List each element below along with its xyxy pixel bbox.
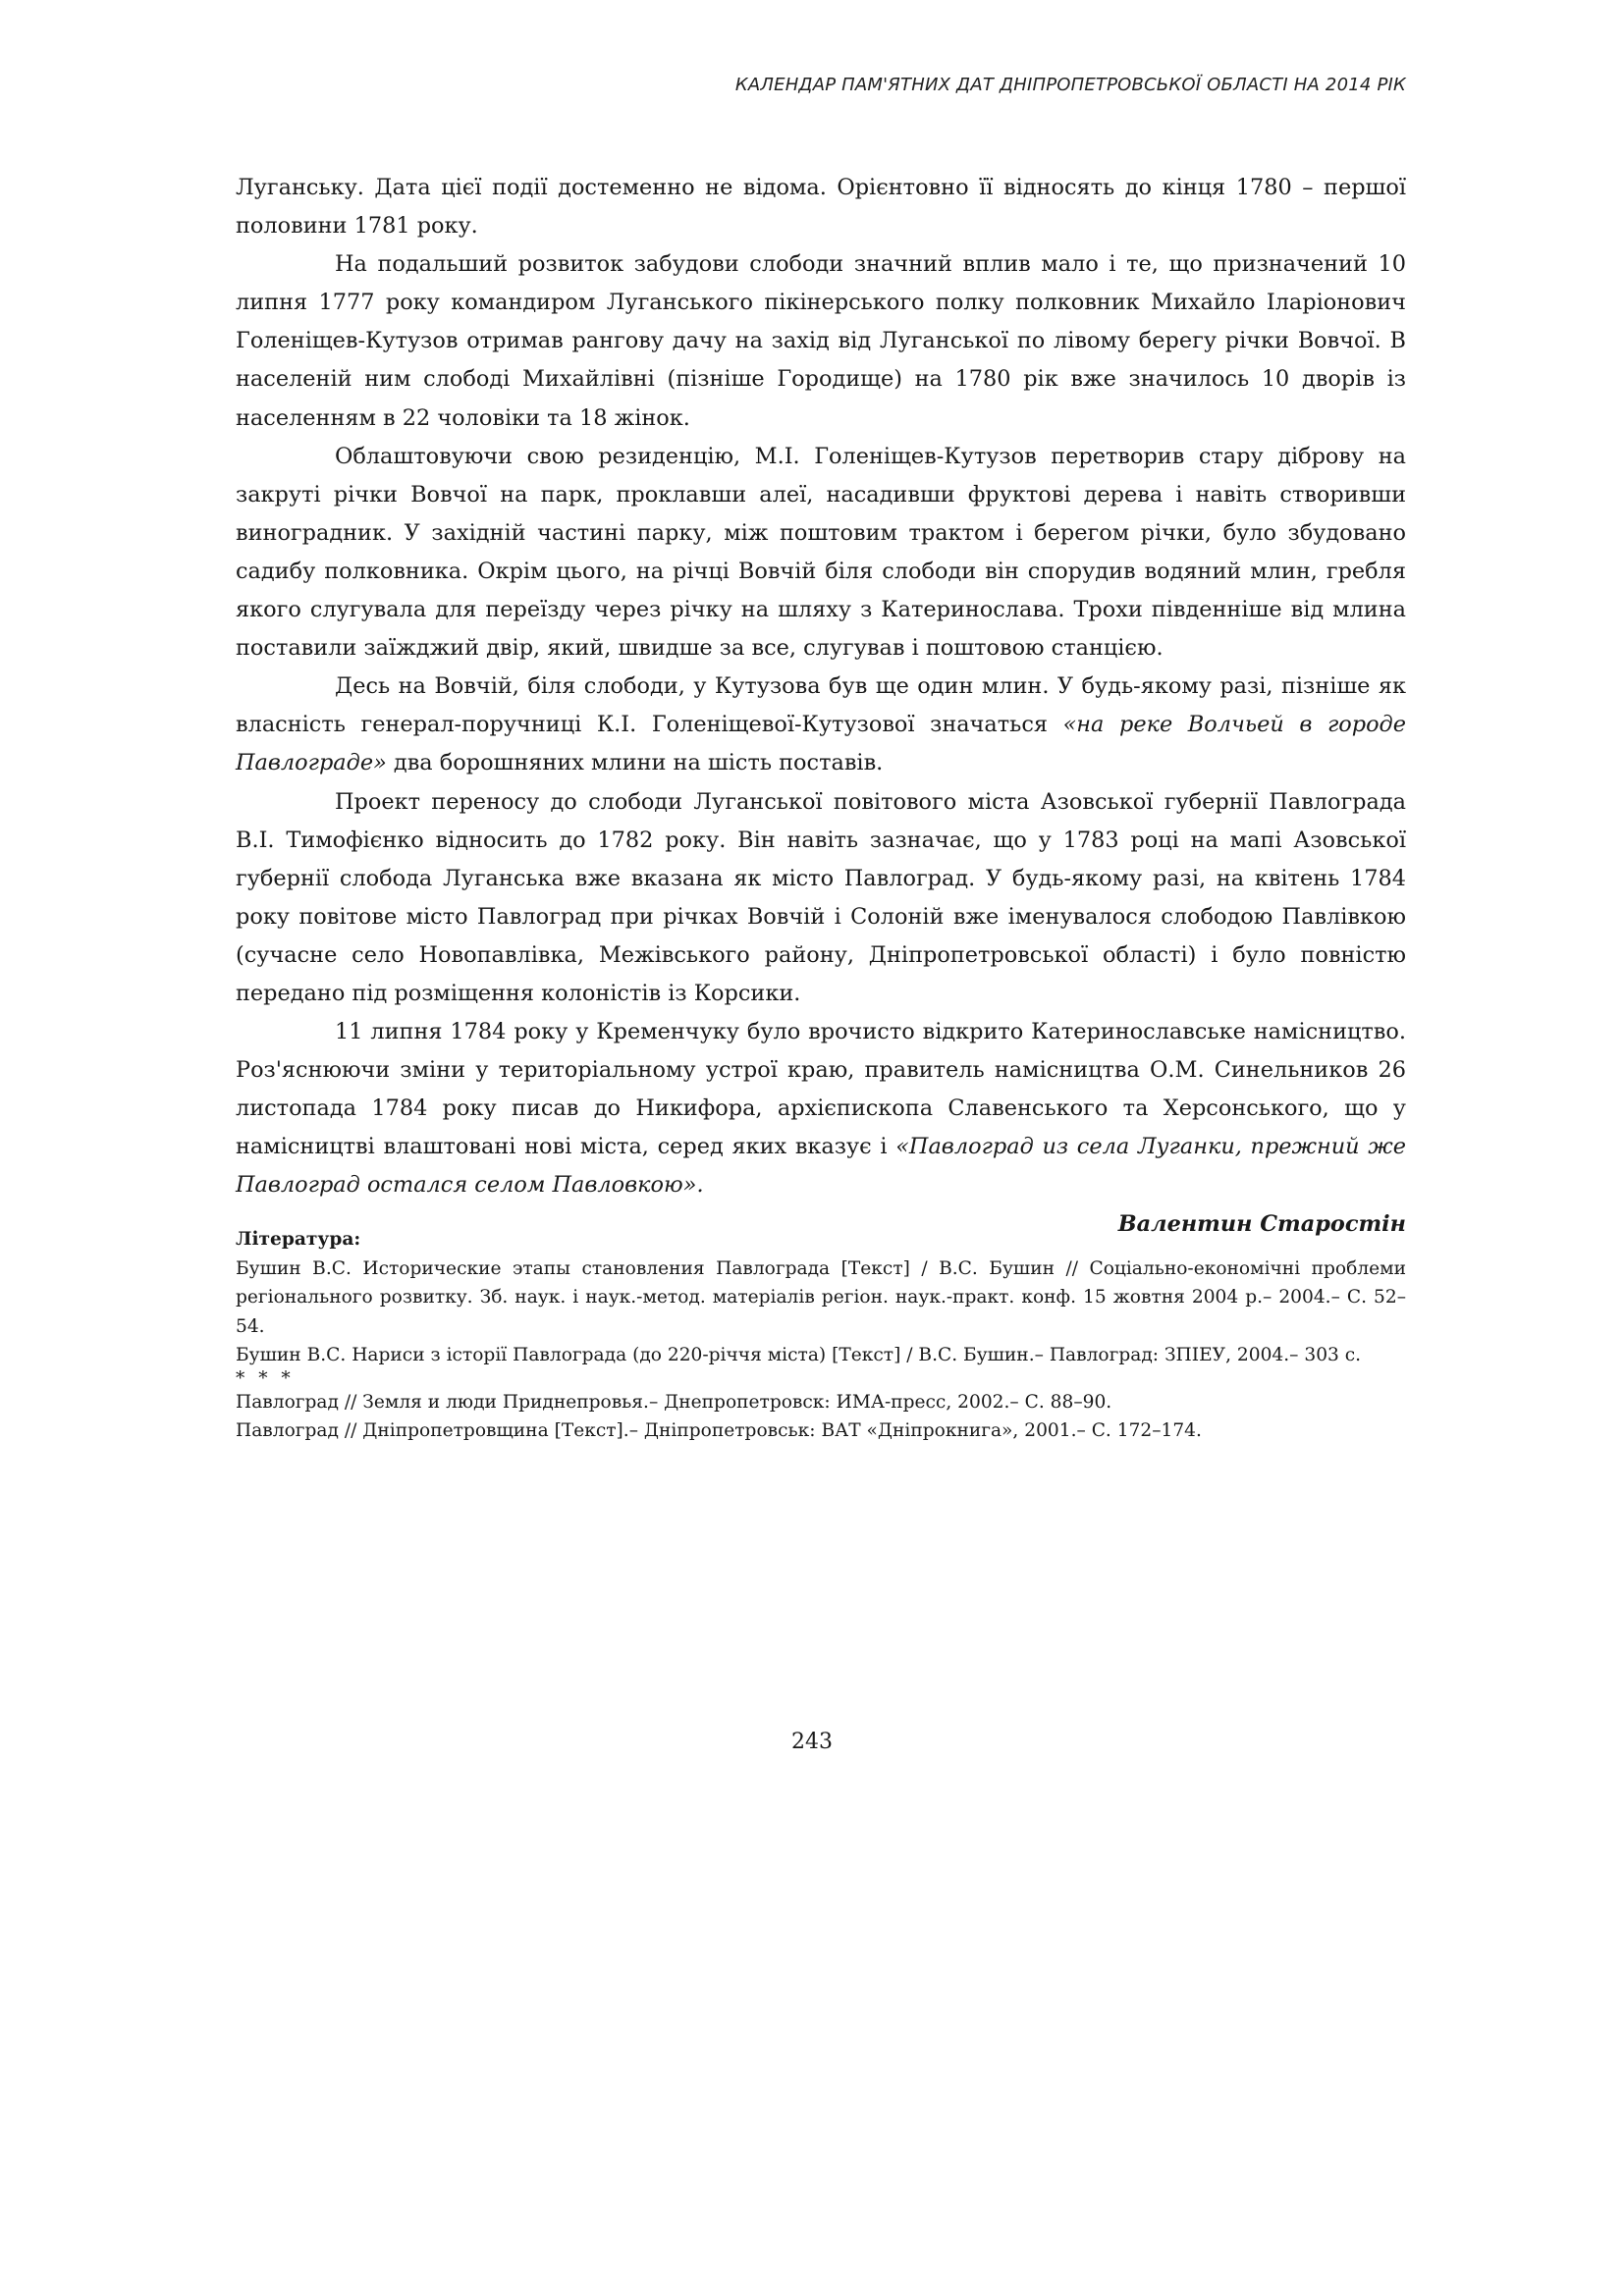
literature-separator: * * * xyxy=(236,1367,295,1389)
literature-ref-3: Павлоград // Земля и люди Приднепровья.– Днепропетровск: ИМА-пресс, 2002.– С. 88–90. xyxy=(236,1391,1112,1413)
literature-section xyxy=(236,1225,1406,1446)
paragraph-3: Облаштовуючи свою резиденцію, М.І. Голеніщев-Кутузов перетворив стару діброву на закруті річки Вовчої на парк, проклавши алеї, насадивши фруктові дерева і навіть створивши виноградник. У західній частині парку, між поштовим трактом і берегом річки, було збудовано садибу полковника. Окрім цього, на річці Вовчій біля слободи він спорудив водяний млин, гребля якого слугувала для переїзду через річку на шляху з Катеринослава. Трохи південніше від млина поставили заїжджий двір, який, швидше за все, слугував і поштовою станцією. xyxy=(236,443,1406,662)
paragraph-4-quote: «на реке Волчьей в городе Павлограде» xyxy=(236,712,1406,776)
literature-ref-1: Бушин В.С. Исторические этапы становления Павлограда [Текст] / В.С. Бушин // Соціально-економічні проблеми регіонального розвитку. Зб. наук. і наук.-метод. матеріалів регіон. наук.-практ. конф. 15 жовтня 2004 р.– 2004.– С. 52–54. xyxy=(236,1257,1406,1337)
paragraph-4-text-a: Десь на Вовчій, біля слободи, у Кутузова був ще один млин. У будь-якому разі, пізніше як власність генерал-поручниці К.І. Голеніщевої-Кутузової значаться xyxy=(236,673,1406,738)
paragraph-2: На подальший розвиток забудови слободи значний вплив мало і те, що призначений 10 липня 1777 року командиром Луганського пікінерського полку полковник Михайло Іларіонович Голеніщев-Кутузов отримав рангову дачу на захід від Луганської по лівому берегу річки Вовчої. В населеній ним слободі Михайлівні (пізніше Городище) на 1780 рік вже значилось 10 дворів із населенням в 22 чоловіки та 18 жінок. xyxy=(236,251,1406,431)
paragraph-5: Проект переносу до слободи Луганської повітового міста Азовської губернії Павлограда В.І. Тимофієнко відносить до 1782 року. Він навіть зазначає, що у 1783 році на мапі Азовської губернії слобода Луганська вже вказана як місто Павлоград. У будь-якому разі, на квітень 1784 року повітове місто Павлоград при річках Вовчій і Солоній вже іменувалося слободою Павлівкою (сучасне село Новопавлівка, Межівського району, Дніпропетровської області) і було повністю передано під розміщення колоністів із Корсики. xyxy=(236,788,1406,1006)
paragraph-6-text: 11 липня 1784 року у Кременчуку було врочисто відкрито Катеринославське намісництво. Роз'яснюючи зміни у територіальному устрої краю, правитель намісництва О.М. Синельников 26 листопада 1784 року писав до Никифора, архієпископа Славенського та Херсонського, що у намісництві влаштовані нові міста, серед яких вказує і xyxy=(236,1019,1406,1160)
paragraph-4-text-b: два борошняних млини на шість поставів. xyxy=(386,750,884,776)
article-body xyxy=(236,169,1406,1244)
author-signature: Валентин Старостін xyxy=(1117,1210,1406,1237)
paragraph-1: Луганську. Дата цієї події достеменно не відома. Орієнтовно її відносять до кінця 1780 – першої половини 1781 року. xyxy=(236,175,1406,240)
running-header: КАЛЕНДАР ПАМ'ЯТНИХ ДАТ ДНІПРОПЕТРОВСЬКОЇ ОБЛАСТІ НА 2014 РІК xyxy=(734,75,1406,95)
paragraph-6 xyxy=(236,1013,1406,1204)
paragraph-6-quote: «Павлоград из села Луганки, прежний же Павлоград остался селом Павловкою». xyxy=(236,1134,1406,1199)
page-number: 243 xyxy=(791,1730,833,1754)
literature-ref-2: Бушин В.С. Нариси з історії Павлограда (до 220-річчя міста) [Текст] / В.С. Бушин.– Павлоград: ЗПІЕУ, 2004.– 303 с. xyxy=(236,1345,1362,1365)
literature-title: Література: xyxy=(236,1229,361,1250)
literature-ref-4: Павлоград // Дніпропетровщина [Текст].– Дніпропетровськ: ВАТ «Дніпрокнига», 2001.– С. 172–174. xyxy=(236,1420,1202,1441)
paragraph-4 xyxy=(236,667,1406,782)
